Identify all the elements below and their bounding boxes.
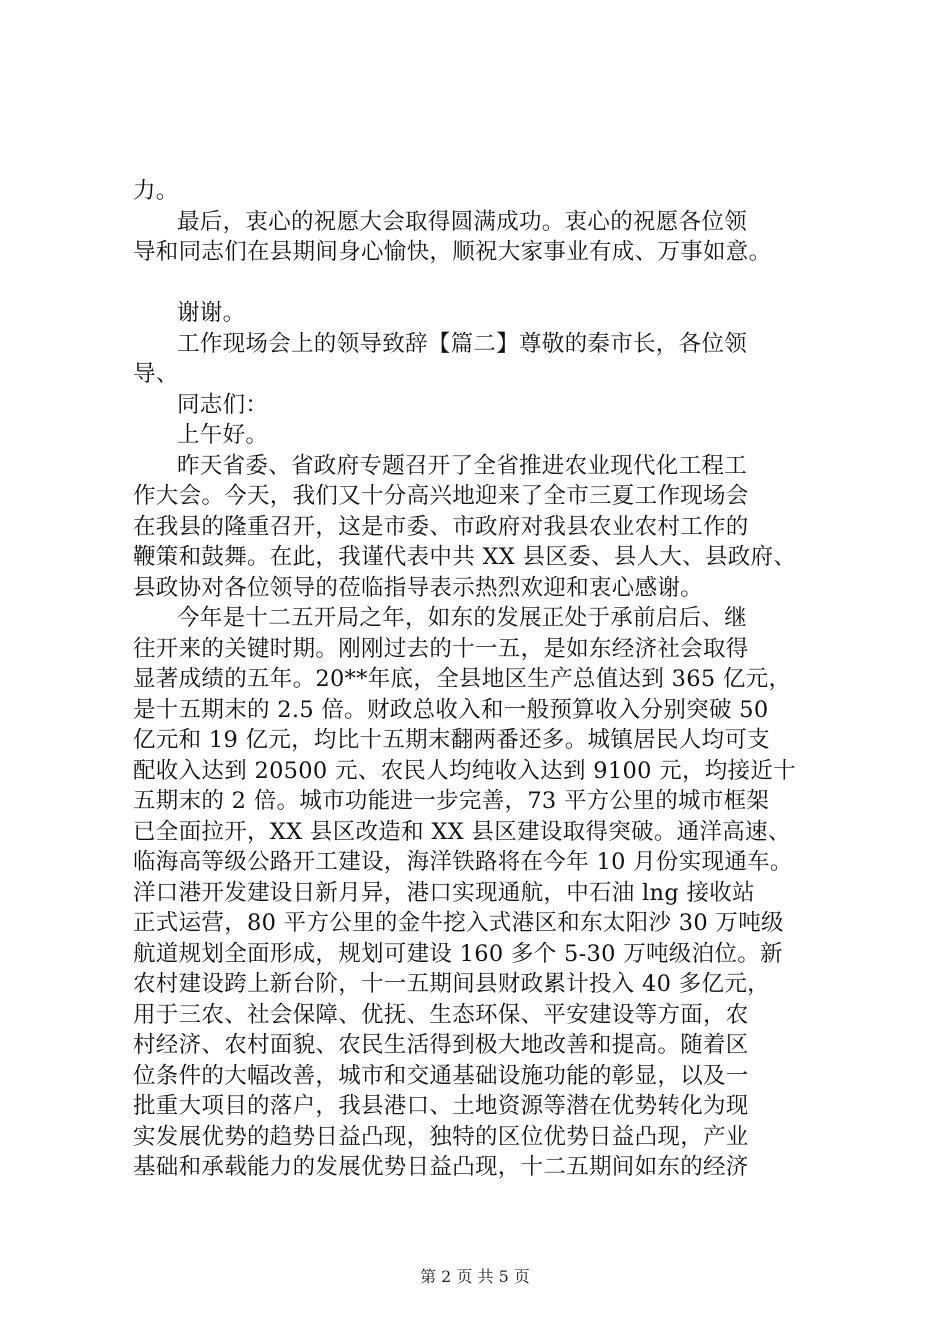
text-line: 五期末的 2 倍。城市功能进一步完善，73 平方公里的城市框架 xyxy=(133,788,770,814)
text-line: 在我县的隆重召开，这是市委、市政府对我县农业农村工作的 xyxy=(133,513,749,540)
text-line: 实发展优势的趋势日益凸现，独特的区位优势日益凸现，产业 xyxy=(133,1123,749,1150)
document-body xyxy=(133,176,845,1183)
text-line: 临海高等级公路开工建设，海洋铁路将在今年 10 月份实现通车。 xyxy=(133,849,793,875)
text-line: 昨天省委、省政府专题召开了全省推进农业现代化工程工 xyxy=(177,452,748,479)
text-line: 县政协对各位领导的莅临指导表示热烈欢迎和衷心感谢。 xyxy=(133,574,704,601)
text-line: 位条件的大幅改善，城市和交通基础设施功能的彰显，以及一 xyxy=(133,1062,749,1089)
text-line: 导、 xyxy=(133,361,179,387)
text-line: 村经济、农村面貌、农民生活得到极大地改善和提高。随着区 xyxy=(133,1032,749,1058)
text-line: 同志们： xyxy=(177,391,269,418)
text-line: 上午好。 xyxy=(177,422,269,448)
text-line: 鞭策和鼓舞。在此，我谨代表中共 XX 县区委、县人大、县政府、 xyxy=(133,544,797,570)
text-line: 基础和承载能力的发展优势日益凸现，十二五期间如东的经济 xyxy=(133,1154,749,1180)
text-line: 导和同志们在县期间身心愉快，顺祝大家事业有成、万事如意。 xyxy=(133,239,772,265)
text-line: 配收入达到 20500 元、农民人均纯收入达到 9100 元，均接近十 xyxy=(133,757,796,784)
text-line: 亿元和 19 亿元，均比十五期末翻两番还多。城镇居民人均可支 xyxy=(133,727,770,753)
blank-line xyxy=(133,268,845,299)
text-line: 谢谢。 xyxy=(177,300,246,326)
text-line: 用于三农、社会保障、优抚、生态环保、平安建设等方面，农 xyxy=(133,1001,749,1028)
page-number-label: 第 2 页 共 5 页 xyxy=(420,1267,530,1286)
text-line: 批重大项目的落户，我县港口、土地资源等潜在优势转化为现 xyxy=(133,1093,749,1119)
text-line: 最后，衷心的祝愿大会取得圆满成功。衷心的祝愿各位领 xyxy=(177,208,748,235)
text-line: 航道规划全面形成，规划可建设 160 多个 5-30 万吨级泊位。新 xyxy=(133,940,783,967)
text-line: 往开来的关键时期。刚刚过去的十一五，是如东经济社会取得 xyxy=(133,635,749,662)
text-line: 已全面拉开，XX 县区改造和 XX 县区建设取得突破。通洋高速、 xyxy=(133,818,791,845)
text-line: 农村建设跨上新台阶，十一五期间县财政累计投入 40 多亿元， xyxy=(133,971,770,997)
text-line: 正式运营，80 平方公里的金牛挖入式港区和东太阳沙 30 万吨级 xyxy=(133,910,784,936)
text-line: 显著成绩的五年。20**年底，全县地区生产总值达到 365 亿元， xyxy=(133,666,792,692)
text-line: 作大会。今天，我们又十分高兴地迎来了全市三夏工作现场会 xyxy=(133,483,749,509)
text-line: 洋口港开发建设日新月异，港口实现通航，中石油 lng 接收站 xyxy=(133,879,755,906)
text-line: 工作现场会上的领导致辞【篇二】尊敬的秦市长，各位领 xyxy=(177,330,748,357)
page-footer xyxy=(0,1267,950,1287)
text-line: 是十五期末的 2.5 倍。财政总收入和一般预算收入分别突破 50 xyxy=(133,696,769,723)
text-line: 今年是十二五开局之年，如东的发展正处于承前启后、继 xyxy=(177,605,748,631)
text-line: 力。 xyxy=(133,178,179,204)
